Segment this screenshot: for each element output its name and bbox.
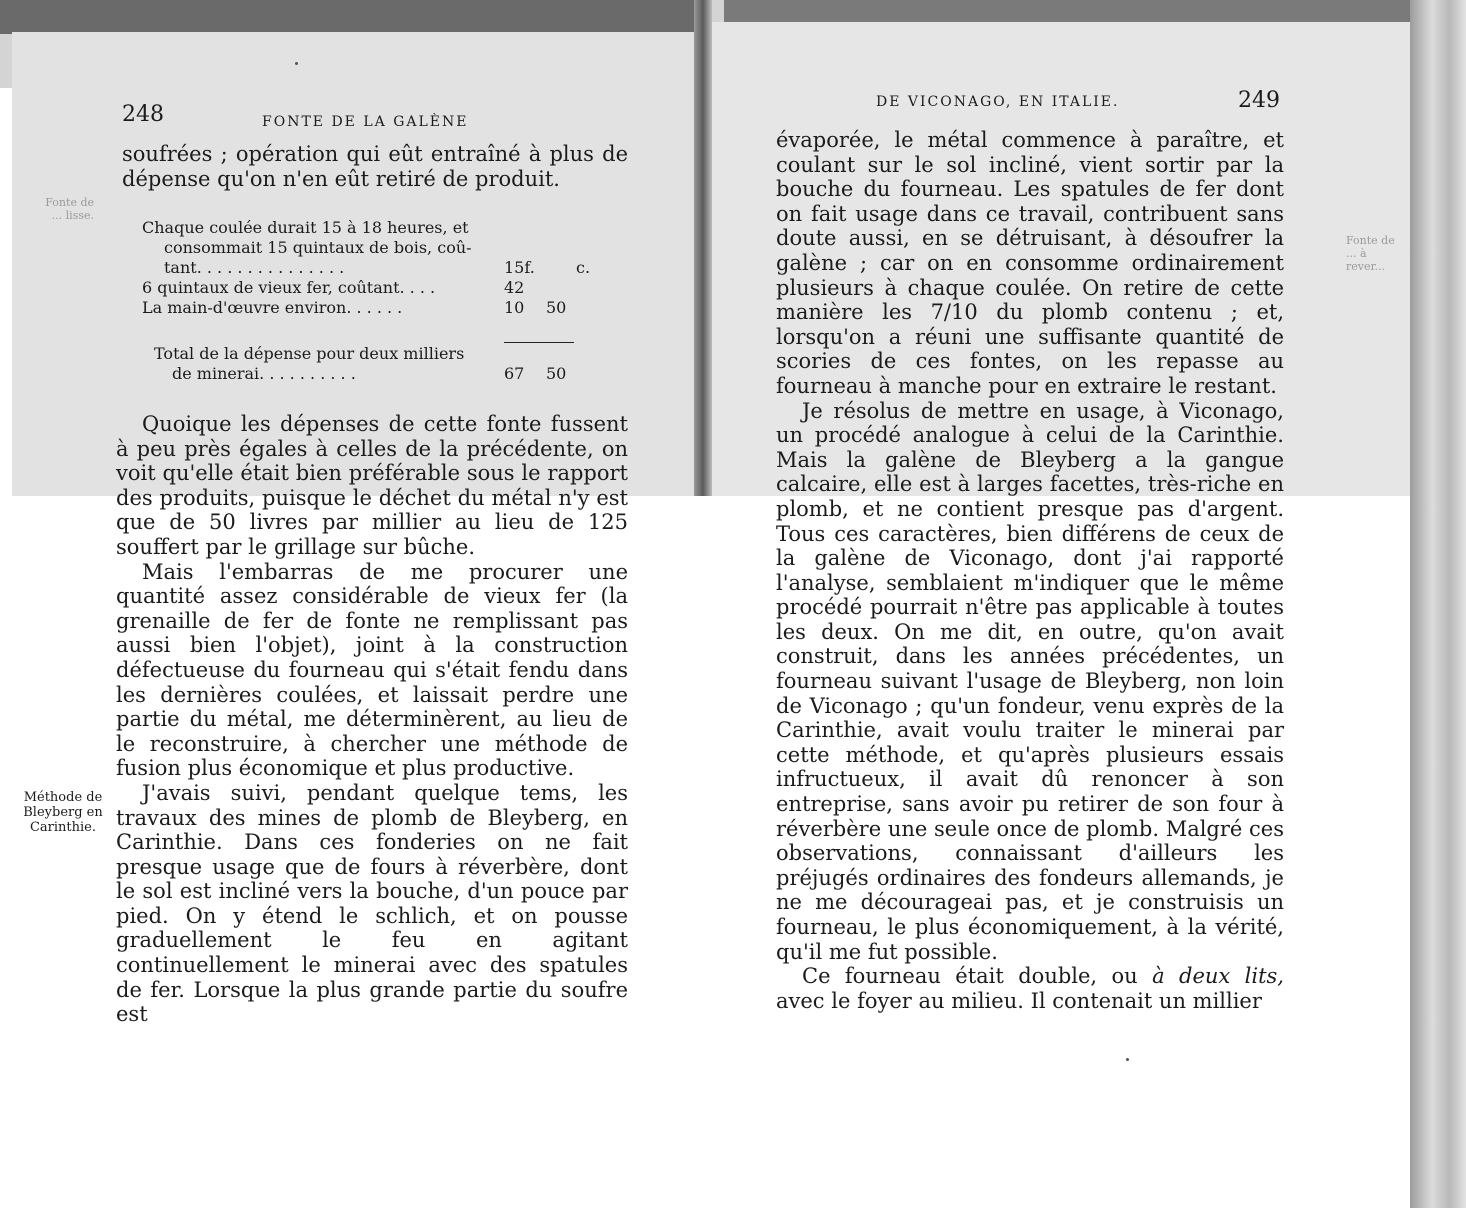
cost-label: Chaque coulée durait 15 à 18 heures, et: [142, 218, 469, 237]
cost-table: [142, 218, 602, 388]
left-body-text: [116, 412, 628, 1027]
right-body-text: [776, 128, 1284, 1013]
cost-row-labour: [142, 298, 602, 318]
sum-rule: [504, 342, 574, 343]
book-edge-right: [724, 0, 1410, 22]
cost-francs: 10: [504, 298, 525, 317]
cost-row-wood: [142, 238, 602, 258]
paragraph-bleyberg: J'avais suivi, pendant quelque tems, les travaux des mines de plomb de Bleyberg, en Carinthie. Dans ces fonderies on ne fait presque usage que de fours à réverbère, dont le sol est incliné vers la bouche, d'un pouce par pied. On y étend le schlich, et on pousse graduellement le feu en agitant continuellement le minerai avec des spatules de fer. Lorsque la plus grande partie du soufre est: [116, 780, 628, 1027]
margin-note-bleyberg: Méthode de Bleyberg en Carinthie.: [23, 790, 103, 835]
running-head-right: DE VICONAGO, EN ITALIE.: [876, 94, 1120, 110]
total-cents: 50: [546, 364, 567, 383]
ghost-margin-note-right: Fonte de ... à rever...: [1346, 234, 1395, 273]
page-number-right: 249: [1238, 88, 1280, 113]
paragraph-double-furnace: [776, 964, 1284, 1013]
print-speck: [1126, 1058, 1129, 1061]
running-head-left: FONTE DE LA GALÈNE: [262, 114, 469, 130]
cost-row-total: [142, 344, 602, 364]
ghost-margin-note-left: Fonte de ... lisse.: [45, 196, 94, 222]
cost-label: consommait 15 quintaux de bois, coû-: [164, 238, 472, 257]
cost-cents: c.: [576, 258, 591, 277]
cost-label: 6 quintaux de vieux fer, coûtant. . . .: [142, 278, 436, 297]
book-gutter: [694, 0, 712, 496]
page-stack-edge: [1410, 0, 1466, 1208]
total-francs: 67: [504, 364, 525, 383]
cost-cents: 50: [546, 298, 567, 317]
paragraph-evaporation: évaporée, le métal commence à paraître, et coulant sur le sol incliné, vient sortir par la bouche du fourneau. Les spatules de fer dont on fait usage dans ce travail, contribuent sans doute aussi, en se détruisant, à désoufrer la galène ; car on en consomme ordinairement plusieurs à chaque coulée. On retire de cette manière les 7/10 du plomb contenu ; et, lorsqu'on a réuni une suffisante quantité de scories de ces fontes, on les repasse au fourneau à manche pour en extraire le restant.: [776, 128, 1284, 398]
total-label: de minerai. . . . . . . . . .: [172, 364, 356, 383]
page-number-left: 248: [122, 102, 164, 127]
furnace-text: avec le foyer au milieu. Il contenait un millier: [776, 988, 1262, 1013]
total-label: Total de la dépense pour deux milliers: [154, 344, 465, 363]
page-margin-band: [0, 88, 12, 496]
cost-label: tant. . . . . . . . . . . . . . .: [164, 258, 345, 277]
cost-row-wood: [142, 258, 602, 278]
book-edge-left: [0, 0, 712, 34]
print-speck: [295, 62, 298, 65]
cost-francs: 15f.: [504, 258, 535, 277]
left-opening-text: [122, 142, 628, 191]
cost-row-wood: [142, 218, 602, 238]
cost-label: La main-d'œuvre environ. . . . . .: [142, 298, 403, 317]
cost-row-iron: [142, 278, 602, 298]
paragraph-viconago-trial: Je résolus de mettre en usage, à Viconago, un procédé analogue à celui de la Carinthie. Mais la galène de Bleyberg a la gangue calcaire, elle est à larges facettes, très-riche en plomb, et ne contient presque pas d'argent. Tous ces caractères, bien différens de ceux de la galène de Viconago, dont j'ai rapporté l'analyse, semblaient m'indiquer que le même procédé pourrait n'être pas applicable à toutes les deux. On me dit, en outre, qu'on avait construit, dans les années précédentes, un fourneau suivant l'usage de Bleyberg, non loin de Viconago ; qu'un fondeur, venu exprès de la Carinthie, avait voulu traiter le minerai par cette méthode, et qu'après plusieurs essais infructueux, il avait dû renoncer à son entreprise, sans avoir pu retirer de son four à réverbère une seule once de plomb. Malgré ces observations, connaissant d'ailleurs les préjugés ordinaires des fondeurs allemands, je ne me décourageai pas, et je construisis un fourneau, le plus économiquement, à la vérité, qu'il me fut possible.: [776, 398, 1284, 964]
paragraph-iron-difficulty: Mais l'embarras de me procurer une quantité assez considérable de vieux fer (la grenaille de fer de fonte ne remplissant pas aussi bien l'objet), joint à la construction défectueuse du fourneau qui s'était fendu dans les dernières coulées, et laissait perdre une partie du métal, me déterminèrent, au lieu de le reconstruire, à chercher une méthode de fusion plus économique et plus productive.: [116, 559, 628, 781]
furnace-italic-text: à deux lits,: [1152, 964, 1284, 989]
cost-row-total: [142, 364, 602, 384]
opening-paragraph: soufrées ; opération qui eût entraîné à plus de dépense qu'on n'en eût retiré de produit.: [122, 142, 628, 191]
cost-francs: 42: [504, 278, 525, 297]
furnace-text: Ce fourneau était double, ou: [802, 964, 1138, 989]
paragraph-comparison: Quoique les dépenses de cette fonte fussent à peu près égales à celles de la précédente, on voit qu'elle était bien préférable sous le rapport des produits, puisque le déchet du métal n'y est que de 50 livres par millier au lieu de 125 souffert par le grillage sur bûche.: [116, 412, 628, 559]
